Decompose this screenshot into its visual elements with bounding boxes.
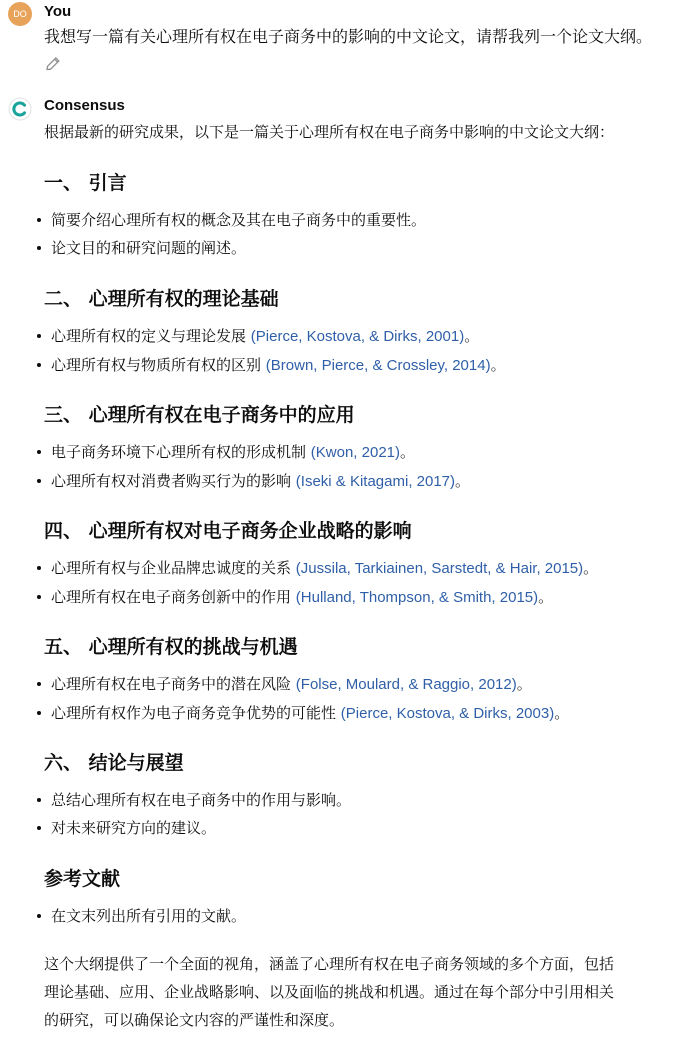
item-end: 。 — [516, 675, 532, 693]
item-text: 心理所有权作为电子商务竞争优势的可能性 — [51, 704, 341, 722]
item-end: 。 — [538, 588, 554, 606]
section-heading: 参考文献 — [44, 868, 121, 890]
list-item — [44, 206, 666, 234]
section-heading: 一、 引言 — [44, 172, 127, 194]
pencil-icon[interactable] — [44, 55, 62, 73]
item-end: 。 — [464, 327, 480, 345]
section-heading: 四、 心理所有权对电子商务企业战略的影响 — [44, 520, 412, 542]
citation-link[interactable]: (Kwon, 2021) — [310, 444, 400, 461]
outline-section — [44, 170, 666, 262]
citation-link[interactable]: (Pierce, Kostova, & Dirks, 2003) — [340, 705, 555, 722]
item-end: 。 — [455, 472, 471, 490]
item-text: 简要介绍心理所有权的概念及其在电子商务中的重要性。 — [51, 211, 427, 229]
section-list — [44, 206, 666, 262]
consensus-logo-icon — [8, 97, 32, 121]
assistant-name: Consensus — [44, 97, 125, 114]
outline-section — [44, 518, 666, 612]
item-end: 。 — [554, 704, 570, 722]
item-text: 心理所有权在电子商务中的潜在风险 — [51, 675, 296, 693]
section-heading: 五、 心理所有权的挑战与机遇 — [44, 636, 298, 658]
list-item — [44, 322, 666, 351]
user-name: You — [44, 3, 72, 20]
item-text: 心理所有权与物质所有权的区别 — [51, 356, 266, 374]
list-item — [44, 786, 666, 814]
outline-section — [44, 402, 666, 496]
item-text: 总结心理所有权在电子商务中的作用与影响。 — [51, 791, 352, 809]
item-end: 。 — [490, 356, 506, 374]
item-text: 心理所有权对消费者购买行为的影响 — [51, 472, 296, 490]
item-end: 。 — [583, 559, 599, 577]
section-list — [44, 902, 666, 930]
list-item — [44, 583, 666, 612]
section-list — [44, 322, 666, 380]
section-heading: 六、 结论与展望 — [44, 752, 184, 774]
citation-link[interactable]: (Hulland, Thompson, & Smith, 2015) — [295, 589, 539, 606]
list-item — [44, 670, 666, 699]
citation-link[interactable]: (Pierce, Kostova, & Dirks, 2001) — [250, 328, 465, 345]
user-message-text: 我想写一篇有关心理所有权在电子商务中的影响的中文论文，请帮我列一个论文大纲。 — [44, 27, 653, 46]
list-item — [44, 902, 666, 930]
closing-line: 的研究，可以确保论文内容的严谨性和深度。 — [44, 1011, 345, 1029]
item-text: 心理所有权在电子商务创新中的作用 — [51, 588, 296, 606]
citation-link[interactable]: (Brown, Pierce, & Crossley, 2014) — [265, 357, 491, 374]
citation-link[interactable]: (Jussila, Tarkiainen, Sarstedt, & Hair, 2015) — [295, 560, 584, 577]
item-text: 电子商务环境下心理所有权的形成机制 — [51, 443, 311, 461]
section-list — [44, 670, 666, 728]
list-item — [44, 234, 666, 262]
item-text: 心理所有权的定义与理论发展 — [51, 327, 251, 345]
citation-link[interactable]: (Iseki & Kitagami, 2017) — [295, 473, 456, 490]
item-text: 论文目的和研究问题的阐述。 — [51, 239, 247, 257]
section-heading: 二、 心理所有权的理论基础 — [44, 288, 279, 310]
closing-line: 这个大纲提供了一个全面的视角，涵盖了心理所有权在电子商务领域的多个方面，包括 — [44, 955, 615, 973]
list-item — [44, 467, 666, 496]
section-list — [44, 438, 666, 496]
citation-link[interactable]: (Folse, Moulard, & Raggio, 2012) — [295, 676, 517, 693]
outline-section — [44, 750, 666, 842]
section-list — [44, 786, 666, 842]
list-item — [44, 351, 666, 380]
closing-paragraph — [44, 950, 666, 1034]
list-item — [44, 814, 666, 842]
item-text: 对未来研究方向的建议。 — [51, 819, 217, 837]
item-text: 在文末列出所有引用的文献。 — [51, 907, 247, 925]
list-item — [44, 438, 666, 467]
section-heading: 三、 心理所有权在电子商务中的应用 — [44, 404, 355, 426]
list-item — [44, 699, 666, 728]
section-list — [44, 554, 666, 612]
item-end: 。 — [400, 443, 416, 461]
outline-section — [44, 286, 666, 380]
item-text: 心理所有权与企业品牌忠诚度的关系 — [51, 559, 296, 577]
references-section — [44, 866, 666, 930]
list-item — [44, 554, 666, 583]
assistant-intro: 根据最新的研究成果，以下是一篇关于心理所有权在电子商务中影响的中文论文大纲： — [44, 123, 615, 141]
outline-section — [44, 634, 666, 728]
closing-line: 理论基础、应用、企业战略影响、以及面临的挑战和机遇。通过在每个部分中引用相关 — [44, 983, 615, 1001]
user-avatar: DO — [8, 2, 32, 26]
